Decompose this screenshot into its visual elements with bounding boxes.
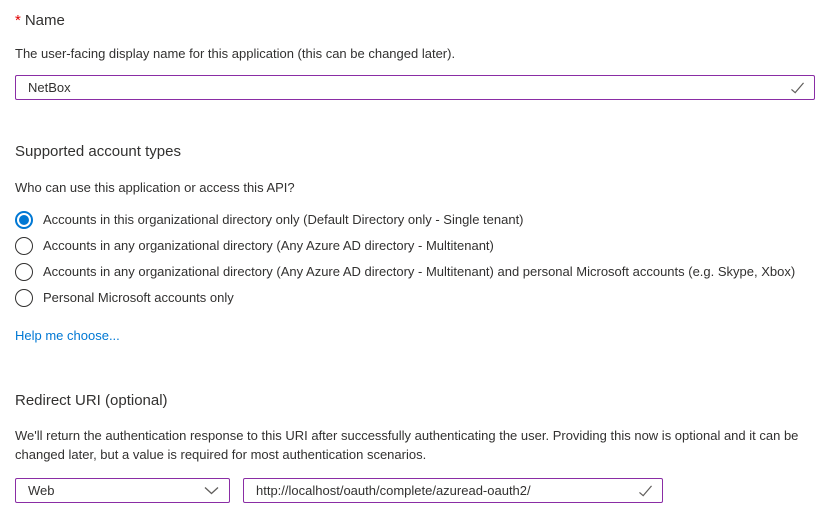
radio-option-label: Personal Microsoft accounts only [43, 290, 234, 305]
radio-option-label: Accounts in any organizational directory (Any Azure AD directory - Multitenant) and personal Microsoft accounts (e.g. Skype, Xbox) [43, 264, 796, 279]
name-field-description: The user-facing display name for this application (this can be changed later). [15, 46, 456, 61]
account-types-question: Who can use this application or access this API? [15, 180, 295, 195]
radio-option-label: Accounts in this organizational directory only (Default Directory only - Single tenant) [43, 212, 524, 227]
name-input[interactable] [15, 75, 815, 100]
help-me-choose-link[interactable]: Help me choose... [15, 328, 120, 343]
radio-button-icon[interactable] [15, 289, 33, 307]
radio-button-icon[interactable] [15, 211, 33, 229]
platform-select-value: Web [28, 483, 55, 498]
account-types-radio-group [15, 207, 815, 311]
name-field-heading [15, 11, 815, 31]
redirect-uri-controls [15, 478, 815, 503]
chevron-down-icon [204, 486, 219, 495]
radio-option-single-tenant[interactable] [15, 207, 815, 233]
platform-select-dropdown[interactable] [15, 478, 230, 503]
redirect-uri-description: We'll return the authentication response to this URI after successfully authenticating the user. Providing this now is optional and it can be changed later, but a value is required for most authentication scenarios. [15, 428, 799, 462]
radio-button-icon[interactable] [15, 263, 33, 281]
radio-option-label: Accounts in any organizational directory (Any Azure AD directory - Multitenant) [43, 238, 494, 253]
radio-button-icon[interactable] [15, 237, 33, 255]
account-types-heading: Supported account types [15, 143, 181, 160]
radio-option-multitenant[interactable] [15, 233, 815, 259]
radio-option-personal-only[interactable] [15, 285, 815, 311]
name-input-wrap [15, 75, 815, 100]
name-label: Name [24, 12, 65, 29]
redirect-uri-heading: Redirect URI (optional) [15, 392, 168, 409]
required-asterisk: * [15, 12, 21, 29]
radio-option-multitenant-personal[interactable] [15, 259, 815, 285]
redirect-uri-input[interactable] [243, 478, 663, 503]
uri-input-wrap [243, 478, 663, 503]
